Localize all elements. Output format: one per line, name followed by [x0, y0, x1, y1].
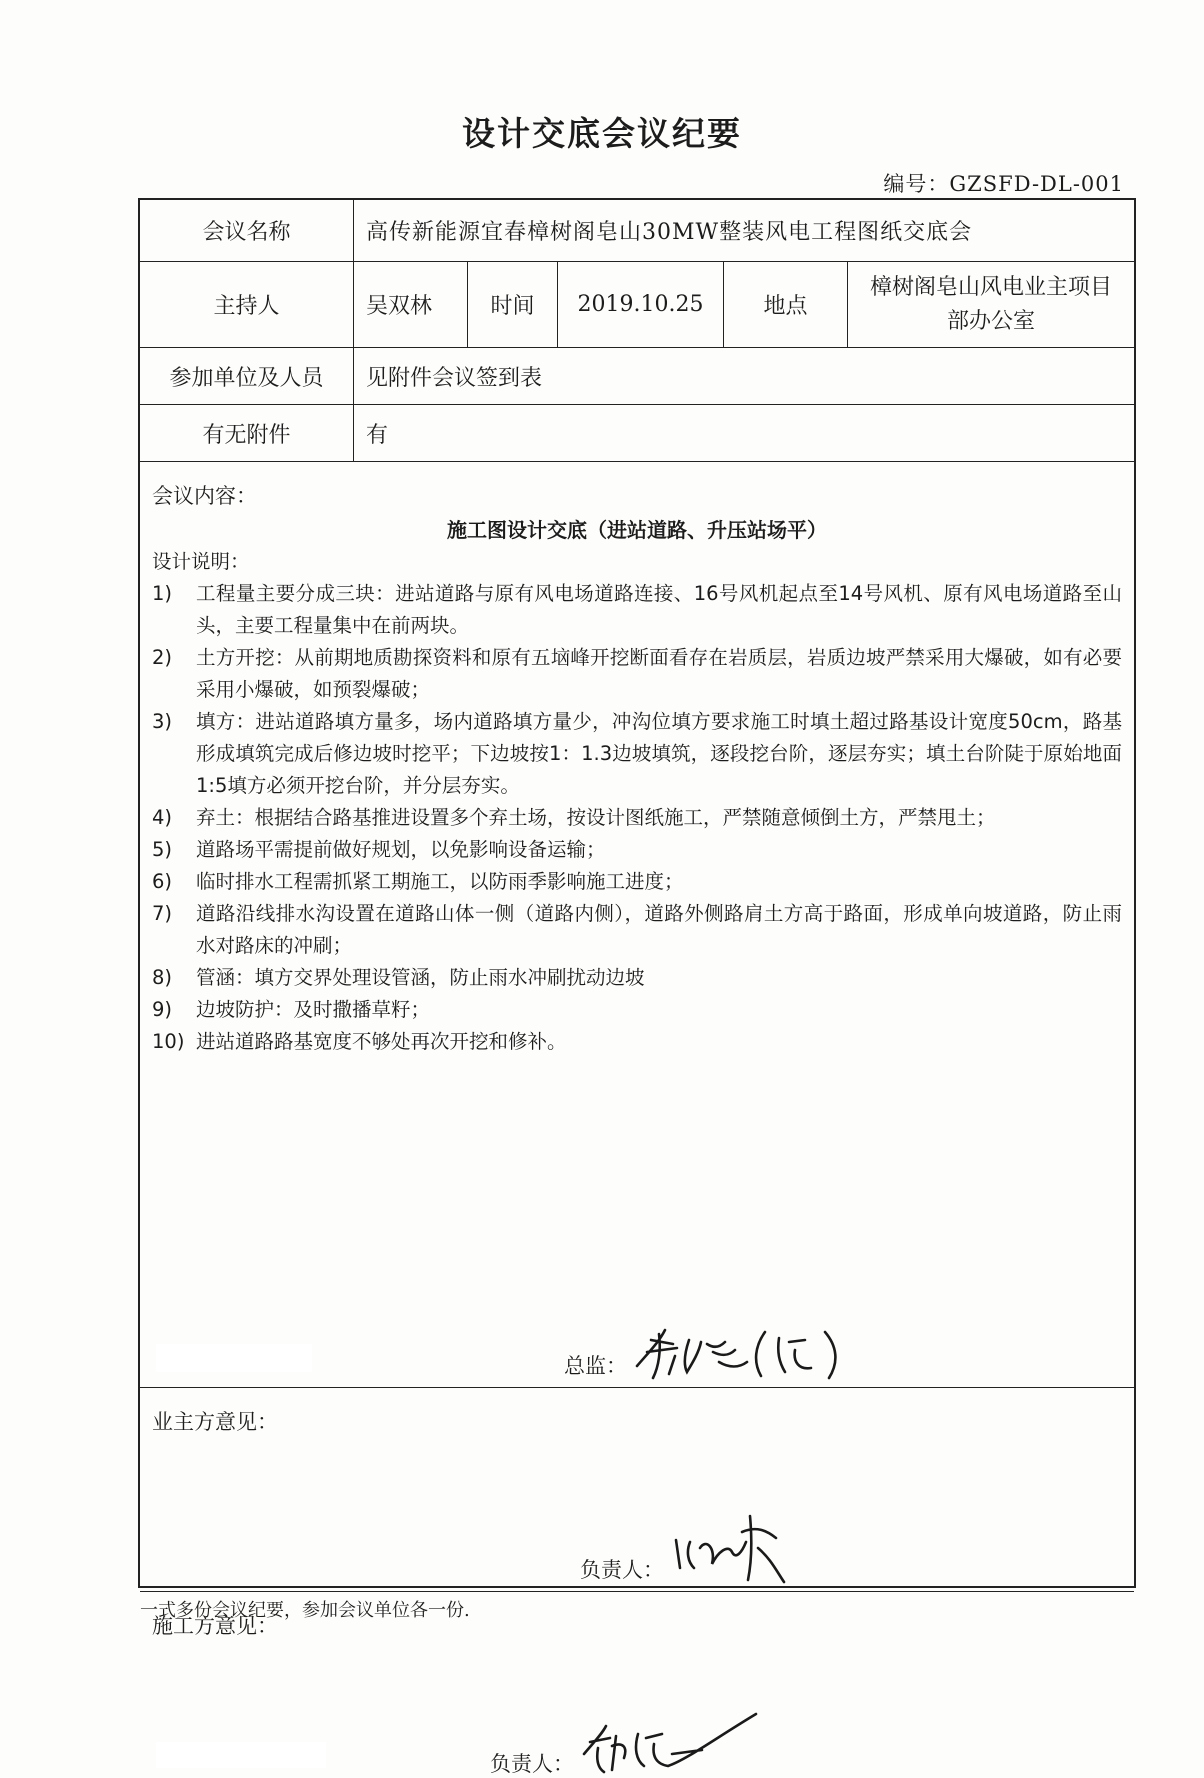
item-number: 3) [152, 710, 173, 733]
list-item [152, 802, 1122, 834]
builder-opinion-label: 施工方意见： [152, 1614, 278, 1638]
item-text: 弃土：根据结合路基推进设置多个弃土场，按设计图纸施工，严禁随意倾倒土方，严禁甩土； [196, 806, 996, 829]
attachments-label: 有无附件 [140, 405, 354, 461]
list-item [152, 994, 1122, 1026]
item-text: 填方：进站道路填方量多，场内道路填方量少，冲沟位填方要求施工时填土超过路基设计宽度50cm，路基形成填筑完成后修边坡时挖平；下边坡按1：1.3边坡填筑，逐段挖台阶，逐层夯实；填土台阶陡于原始地面1:5填方必须开挖台阶，并分层夯实。 [196, 710, 1122, 797]
attendees-label: 参加单位及人员 [140, 348, 354, 404]
item-text: 进站道路路基宽度不够处再次开挖和修补。 [196, 1030, 567, 1053]
redaction-patch [156, 1742, 326, 1768]
time-value: 2019.10.25 [558, 262, 724, 347]
owner-opinion-label: 业主方意见： [152, 1410, 278, 1434]
host-row [140, 262, 1134, 348]
meeting-content-subtitle: 施工图设计交底（进站道路、升压站场平） [447, 518, 827, 542]
builder-signer-label: 负责人： [490, 1752, 574, 1776]
item-number: 10) [152, 1030, 185, 1053]
item-number: 4) [152, 806, 173, 829]
list-item [152, 578, 1122, 642]
item-number: 2) [152, 646, 173, 669]
item-number: 6) [152, 870, 173, 893]
meeting-content-section [140, 462, 1134, 1388]
list-item [152, 866, 1122, 898]
builder-signature [576, 1708, 776, 1778]
item-text: 边坡防护：及时撒播草籽； [196, 998, 431, 1021]
meeting-name-label: 会议名称 [140, 200, 354, 261]
chief-supervisor-label: 总监： [564, 1354, 627, 1378]
list-item [152, 962, 1122, 994]
meeting-name-row [140, 200, 1134, 262]
list-item [152, 706, 1122, 802]
attachments-row [140, 405, 1134, 462]
design-notes-label: 设计说明： [152, 550, 250, 573]
list-item [152, 898, 1122, 962]
list-item [152, 642, 1122, 706]
builder-signature-line [490, 1708, 776, 1778]
document-number: 编号：GZSFD-DL-001 [883, 172, 1124, 196]
host-value: 吴双林 [354, 262, 468, 347]
list-item [152, 834, 1122, 866]
attendees-value: 见附件会议签到表 [366, 365, 543, 391]
chief-supervisor-signature [629, 1322, 859, 1382]
time-label: 时间 [468, 262, 558, 347]
item-text: 土方开挖：从前期地质勘探资料和原有五垴峰开挖断面看存在岩质层，岩质边坡严禁采用大爆破，如有必要采用小爆破，如预裂爆破； [196, 646, 1122, 701]
owner-opinion-section [140, 1388, 1134, 1592]
attachments-value: 有 [366, 422, 389, 448]
chief-supervisor-signature-line [564, 1322, 859, 1382]
item-text: 工程量主要分成三块：进站道路与原有风电场道路连接、16号风机起点至14号风机、原有风电场道路至山头，主要工程量集中在前两块。 [196, 582, 1122, 637]
host-label: 主持人 [140, 262, 354, 347]
document-title: 设计交底会议纪要 [462, 114, 742, 153]
item-number: 7) [152, 902, 173, 925]
owner-signature [666, 1508, 796, 1584]
item-text: 道路场平需提前做好规划，以免影响设备运输； [196, 838, 606, 861]
redaction-patch [156, 1344, 312, 1372]
meeting-content-heading: 会议内容： [152, 484, 257, 508]
owner-signature-line [580, 1508, 796, 1584]
item-number: 9) [152, 998, 173, 1021]
list-item [152, 1026, 1122, 1058]
item-number: 8) [152, 966, 173, 989]
footer-note: 一式多份会议纪要，参加会议单位各一份. [140, 1600, 470, 1621]
place-label: 地点 [724, 262, 848, 347]
item-text: 道路沿线排水沟设置在道路山体一侧（道路内侧），道路外侧路肩土方高于路面，形成单向坡道路，防止雨水对路床的冲刷； [196, 902, 1122, 957]
owner-signer-label: 负责人： [580, 1558, 664, 1582]
item-number: 5) [152, 838, 173, 861]
attendees-row [140, 348, 1134, 405]
place-value: 樟树阁皂山风电业主项目部办公室 [869, 274, 1112, 334]
item-text: 管涵：填方交界处理设管涵，防止雨水冲刷扰动边坡 [196, 966, 645, 989]
item-text: 临时排水工程需抓紧工期施工，以防雨季影响施工进度； [196, 870, 684, 893]
meeting-name-value: 高传新能源宜春樟树阁皂山30MW整装风电工程图纸交底会 [366, 220, 973, 245]
item-number: 1) [152, 582, 173, 605]
